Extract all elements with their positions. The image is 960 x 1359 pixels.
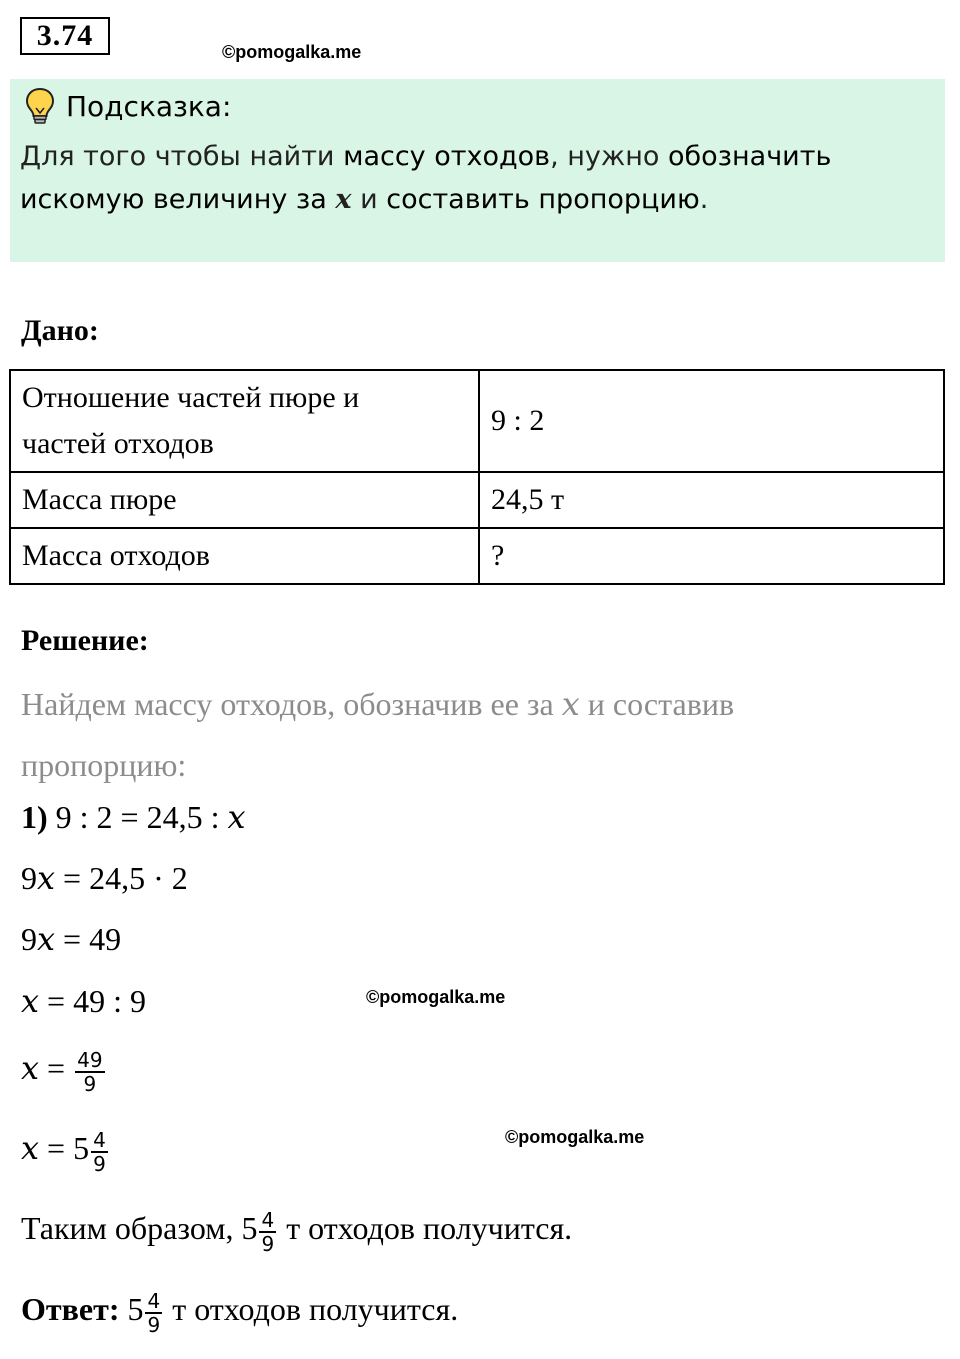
equation-6: x = 5 $\frac{4}{9}$ [21, 1127, 106, 1176]
answer: Ответ: 5 $\frac{4}{9}$ т отходов получится. [21, 1288, 459, 1337]
fraction: $\frac{4}{9}$ [261, 1207, 275, 1256]
table-row [10, 370, 944, 472]
fraction: $\frac{4}{9}$ [93, 1127, 106, 1176]
table-row [10, 528, 944, 584]
equation-1: 1) 9 : 2 = 24,5 : x [21, 798, 246, 836]
table-cell-label: Масса отходов [10, 528, 479, 584]
lightbulb-icon [22, 86, 58, 126]
table-cell-value: 24,5 т [479, 472, 944, 528]
table-cell-label: Отношение частей пюре и частей отходов [10, 370, 479, 472]
table-cell-value: ? [479, 528, 944, 584]
given-heading: Дано: [21, 314, 99, 347]
equation-3: 9x = 49 [21, 920, 122, 958]
equation-4: x = 49 : 9 [21, 982, 146, 1020]
table-cell-value: 9 : 2 [479, 370, 944, 472]
fraction: $\frac{4}{9}$ [147, 1288, 161, 1337]
watermark: ©pomogalka.me [222, 42, 362, 62]
table-cell-label: Масса пюре [10, 472, 479, 528]
equation-5: x = $\frac{49}{9}$ [21, 1047, 103, 1096]
watermark: ©pomogalka.me [366, 987, 506, 1007]
hint-title: Подсказка: [66, 90, 232, 123]
hint-text-line-1: Для того чтобы найти массу отходов, нужно обозначить [20, 141, 832, 172]
watermark: ©pomogalka.me [505, 1127, 645, 1147]
solution-heading: Решение: [21, 624, 149, 657]
problem-number: 3.74 [20, 17, 110, 55]
solution-intro-line-1: Найдем массу отходов, обозначив ее за x и составив [21, 685, 735, 723]
hint-text-line-2: искомую величину за x и составить пропорцию. [20, 184, 709, 215]
conclusion: Таким образом, 5 $\frac{4}{9}$ т отходов получится. [21, 1207, 573, 1256]
solution-intro-line-2: пропорцию: [21, 747, 187, 783]
table-row [10, 472, 944, 528]
fraction: $\frac{49}{9}$ [77, 1047, 103, 1096]
equation-2: 9x = 24,5 · 2 [21, 859, 188, 897]
given-table [9, 369, 945, 585]
